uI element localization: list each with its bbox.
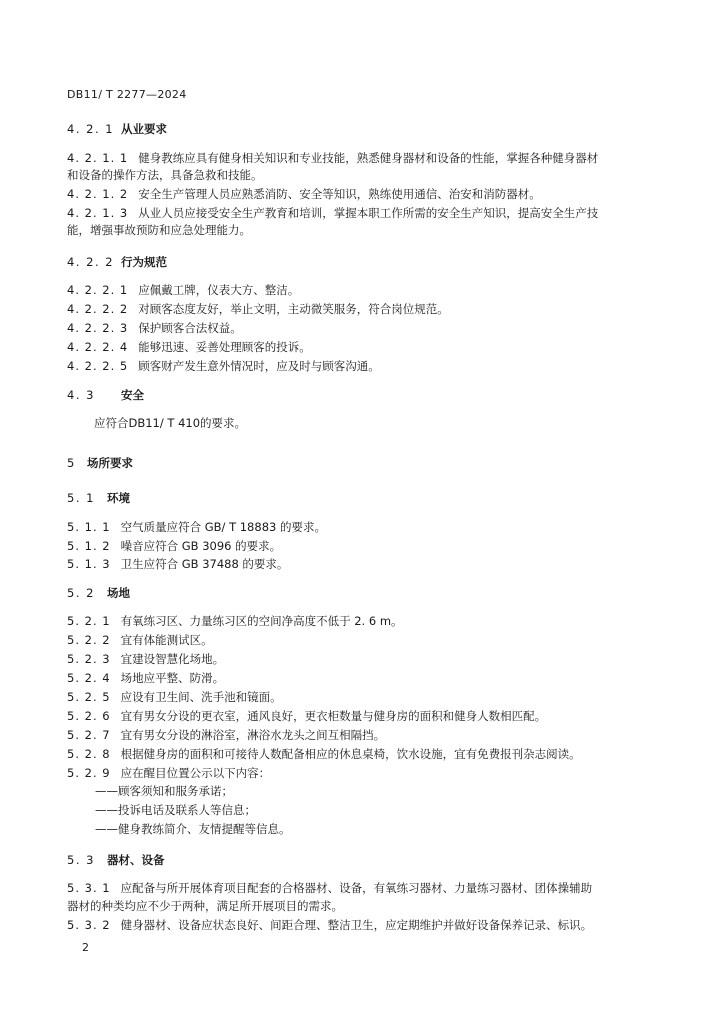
clause-text: 对顾客态度友好，举止文明，主动微笑服务，符合岗位规范。 bbox=[138, 302, 449, 316]
clause-number: 4. 2. 2. 3 bbox=[67, 321, 129, 335]
clause-4-2-1-3 bbox=[67, 205, 598, 221]
clause-number: 5. 2. 2 bbox=[67, 633, 111, 647]
clause-text: 卫生应符合 GB 37488 的要求。 bbox=[120, 557, 289, 571]
clause-number: 5. 2. 5 bbox=[67, 690, 111, 704]
clause-5-2-3 bbox=[67, 651, 224, 667]
dash-list-item: ——投诉电话及联系人等信息； bbox=[95, 803, 256, 817]
chapter-heading-5 bbox=[67, 455, 133, 471]
document-header: DB11/ T 2277—2024 bbox=[67, 88, 187, 101]
clause-number: 5. 2. 4 bbox=[67, 671, 111, 685]
clause-4-2-1-1 bbox=[67, 150, 598, 166]
clause-number: 4. 2. 1. 3 bbox=[67, 206, 129, 220]
dash-list-item: ——顾客须知和服务承诺； bbox=[95, 784, 233, 798]
clause-4-2-1-3-cont: 能，增强事故预防和应急处理能力。 bbox=[67, 223, 251, 237]
clause-5-3-1-cont: 器材的种类均应不少于两种，满足所开展项目的需求。 bbox=[67, 899, 343, 913]
clause-number: 4. 2. 2. 2 bbox=[67, 302, 129, 316]
clause-number: 4. 2. 2. 4 bbox=[67, 340, 129, 354]
section-heading-5-1 bbox=[67, 490, 130, 506]
section-number: 5. 3 bbox=[67, 853, 95, 867]
clause-text: 应佩戴工牌，仪表大方、整洁。 bbox=[138, 283, 300, 297]
clause-text: 顾客财产发生意外情况时，应及时与顾客沟通。 bbox=[138, 359, 380, 373]
clause-5-2-4 bbox=[67, 670, 224, 686]
clause-5-2-6 bbox=[67, 708, 546, 724]
section-title: 场地 bbox=[107, 586, 130, 600]
clause-4-2-1-1-cont: 和设备的操作方法，具备急救和技能。 bbox=[67, 168, 263, 182]
section-title: 从业要求 bbox=[121, 122, 167, 136]
clause-text: 能够迅速、妥善处理顾客的投诉。 bbox=[138, 340, 311, 354]
clause-number: 5. 3. 1 bbox=[67, 881, 111, 895]
clause-number: 5. 1. 3 bbox=[67, 557, 111, 571]
section-4-3-text: 应符合DB11/ T 410的要求。 bbox=[94, 416, 247, 430]
clause-number: 5. 2. 6 bbox=[67, 709, 111, 723]
clause-5-2-1 bbox=[67, 613, 403, 629]
clause-text: 宜有男女分设的淋浴室，淋浴水龙头之间互相隔挡。 bbox=[120, 728, 386, 742]
clause-5-1-2 bbox=[67, 538, 281, 554]
clause-number: 4. 2. 1. 1 bbox=[67, 151, 129, 165]
clause-text: 有氧练习区、力量练习区的空间净高度不低于 2. 6 m。 bbox=[120, 614, 403, 628]
clause-4-2-2-1 bbox=[67, 282, 299, 298]
page-number: 2 bbox=[82, 941, 89, 954]
clause-5-1-3 bbox=[67, 556, 288, 572]
chapter-title: 场所要求 bbox=[87, 456, 133, 470]
clause-text: 宜有男女分设的更衣室，通风良好，更衣柜数量与健身房的面积和健身人数相匹配。 bbox=[120, 709, 547, 723]
clause-4-2-2-2 bbox=[67, 301, 449, 317]
clause-text: 宜建设智慧化场地。 bbox=[120, 652, 225, 666]
clause-5-1-1 bbox=[67, 519, 326, 535]
clause-5-2-8 bbox=[67, 746, 581, 762]
clause-5-3-1 bbox=[67, 880, 592, 896]
clause-5-2-2 bbox=[67, 632, 213, 648]
clause-number: 4. 2. 1. 2 bbox=[67, 187, 129, 201]
clause-4-2-2-3 bbox=[67, 320, 242, 336]
section-title: 器材、设备 bbox=[107, 853, 165, 867]
clause-number: 5. 2. 3 bbox=[67, 652, 111, 666]
clause-text: 健身教练应具有健身相关知识和专业技能，熟悉健身器材和设备的性能，掌握各种健身器材 bbox=[138, 151, 599, 165]
clause-4-2-1-2 bbox=[67, 186, 541, 202]
dash-list-item: ——健身教练简介、友情提醒等信息。 bbox=[95, 822, 291, 836]
section-number: 5. 1 bbox=[67, 491, 95, 505]
clause-number: 4. 2. 2. 1 bbox=[67, 283, 129, 297]
clause-5-2-9 bbox=[67, 765, 270, 781]
clause-4-2-2-4 bbox=[67, 339, 311, 355]
clause-number: 5. 2. 1 bbox=[67, 614, 111, 628]
section-number: 5. 2 bbox=[67, 586, 95, 600]
clause-text: 宜有体能测试区。 bbox=[120, 633, 213, 647]
section-number: 4. 3 bbox=[67, 388, 95, 402]
clause-number: 5. 2. 8 bbox=[67, 747, 111, 761]
clause-number: 5. 2. 7 bbox=[67, 728, 111, 742]
clause-number: 5. 3. 2 bbox=[67, 918, 111, 932]
section-title: 环境 bbox=[107, 491, 130, 505]
section-heading-4-2-1 bbox=[67, 121, 167, 137]
section-heading-4-3 bbox=[67, 387, 144, 403]
clause-4-2-2-5 bbox=[67, 358, 380, 374]
section-number: 4. 2. 2 bbox=[67, 255, 115, 269]
clause-text: 空气质量应符合 GB/ T 18883 的要求。 bbox=[120, 520, 326, 534]
clause-5-2-5 bbox=[67, 689, 282, 705]
section-heading-5-3 bbox=[67, 852, 165, 868]
section-heading-5-2 bbox=[67, 585, 130, 601]
clause-5-3-2 bbox=[67, 917, 592, 933]
clause-number: 4. 2. 2. 5 bbox=[67, 359, 129, 373]
clause-text: 应设有卫生间、洗手池和镜面。 bbox=[120, 690, 282, 704]
clause-number: 5. 1. 1 bbox=[67, 520, 111, 534]
clause-text: 保护顾客合法权益。 bbox=[138, 321, 242, 335]
clause-number: 5. 2. 9 bbox=[67, 766, 111, 780]
clause-text: 应配备与所开展体育项目配套的合格器材、设备，有氧练习器材、力量练习器材、团体操辅助 bbox=[120, 881, 593, 895]
clause-text: 噪音应符合 GB 3096 的要求。 bbox=[120, 539, 282, 553]
section-title: 行为规范 bbox=[121, 255, 167, 269]
clause-text: 应在醒目位置公示以下内容： bbox=[120, 766, 271, 780]
section-number: 4. 2. 1 bbox=[67, 122, 115, 136]
clause-number: 5. 1. 2 bbox=[67, 539, 111, 553]
clause-text: 安全生产管理人员应熟悉消防、安全等知识，熟练使用通信、治安和消防器材。 bbox=[138, 187, 541, 201]
clause-text: 健身器材、设备应状态良好、间距合理、整洁卫生，应定期维护并做好设备保养记录、标识。 bbox=[120, 918, 593, 932]
clause-text: 场地应平整、防滑。 bbox=[120, 671, 225, 685]
section-title: 安全 bbox=[121, 388, 144, 402]
clause-text: 根据健身房的面积和可接待人数配备相应的休息桌椅，饮水设施，宜有免费报刊杂志阅读。 bbox=[120, 747, 581, 761]
clause-text: 从业人员应接受安全生产教育和培训，掌握本职工作所需的安全生产知识，提高安全生产技 bbox=[138, 206, 599, 220]
section-heading-4-2-2 bbox=[67, 254, 167, 270]
chapter-number: 5 bbox=[67, 456, 75, 470]
clause-5-2-7 bbox=[67, 727, 385, 743]
